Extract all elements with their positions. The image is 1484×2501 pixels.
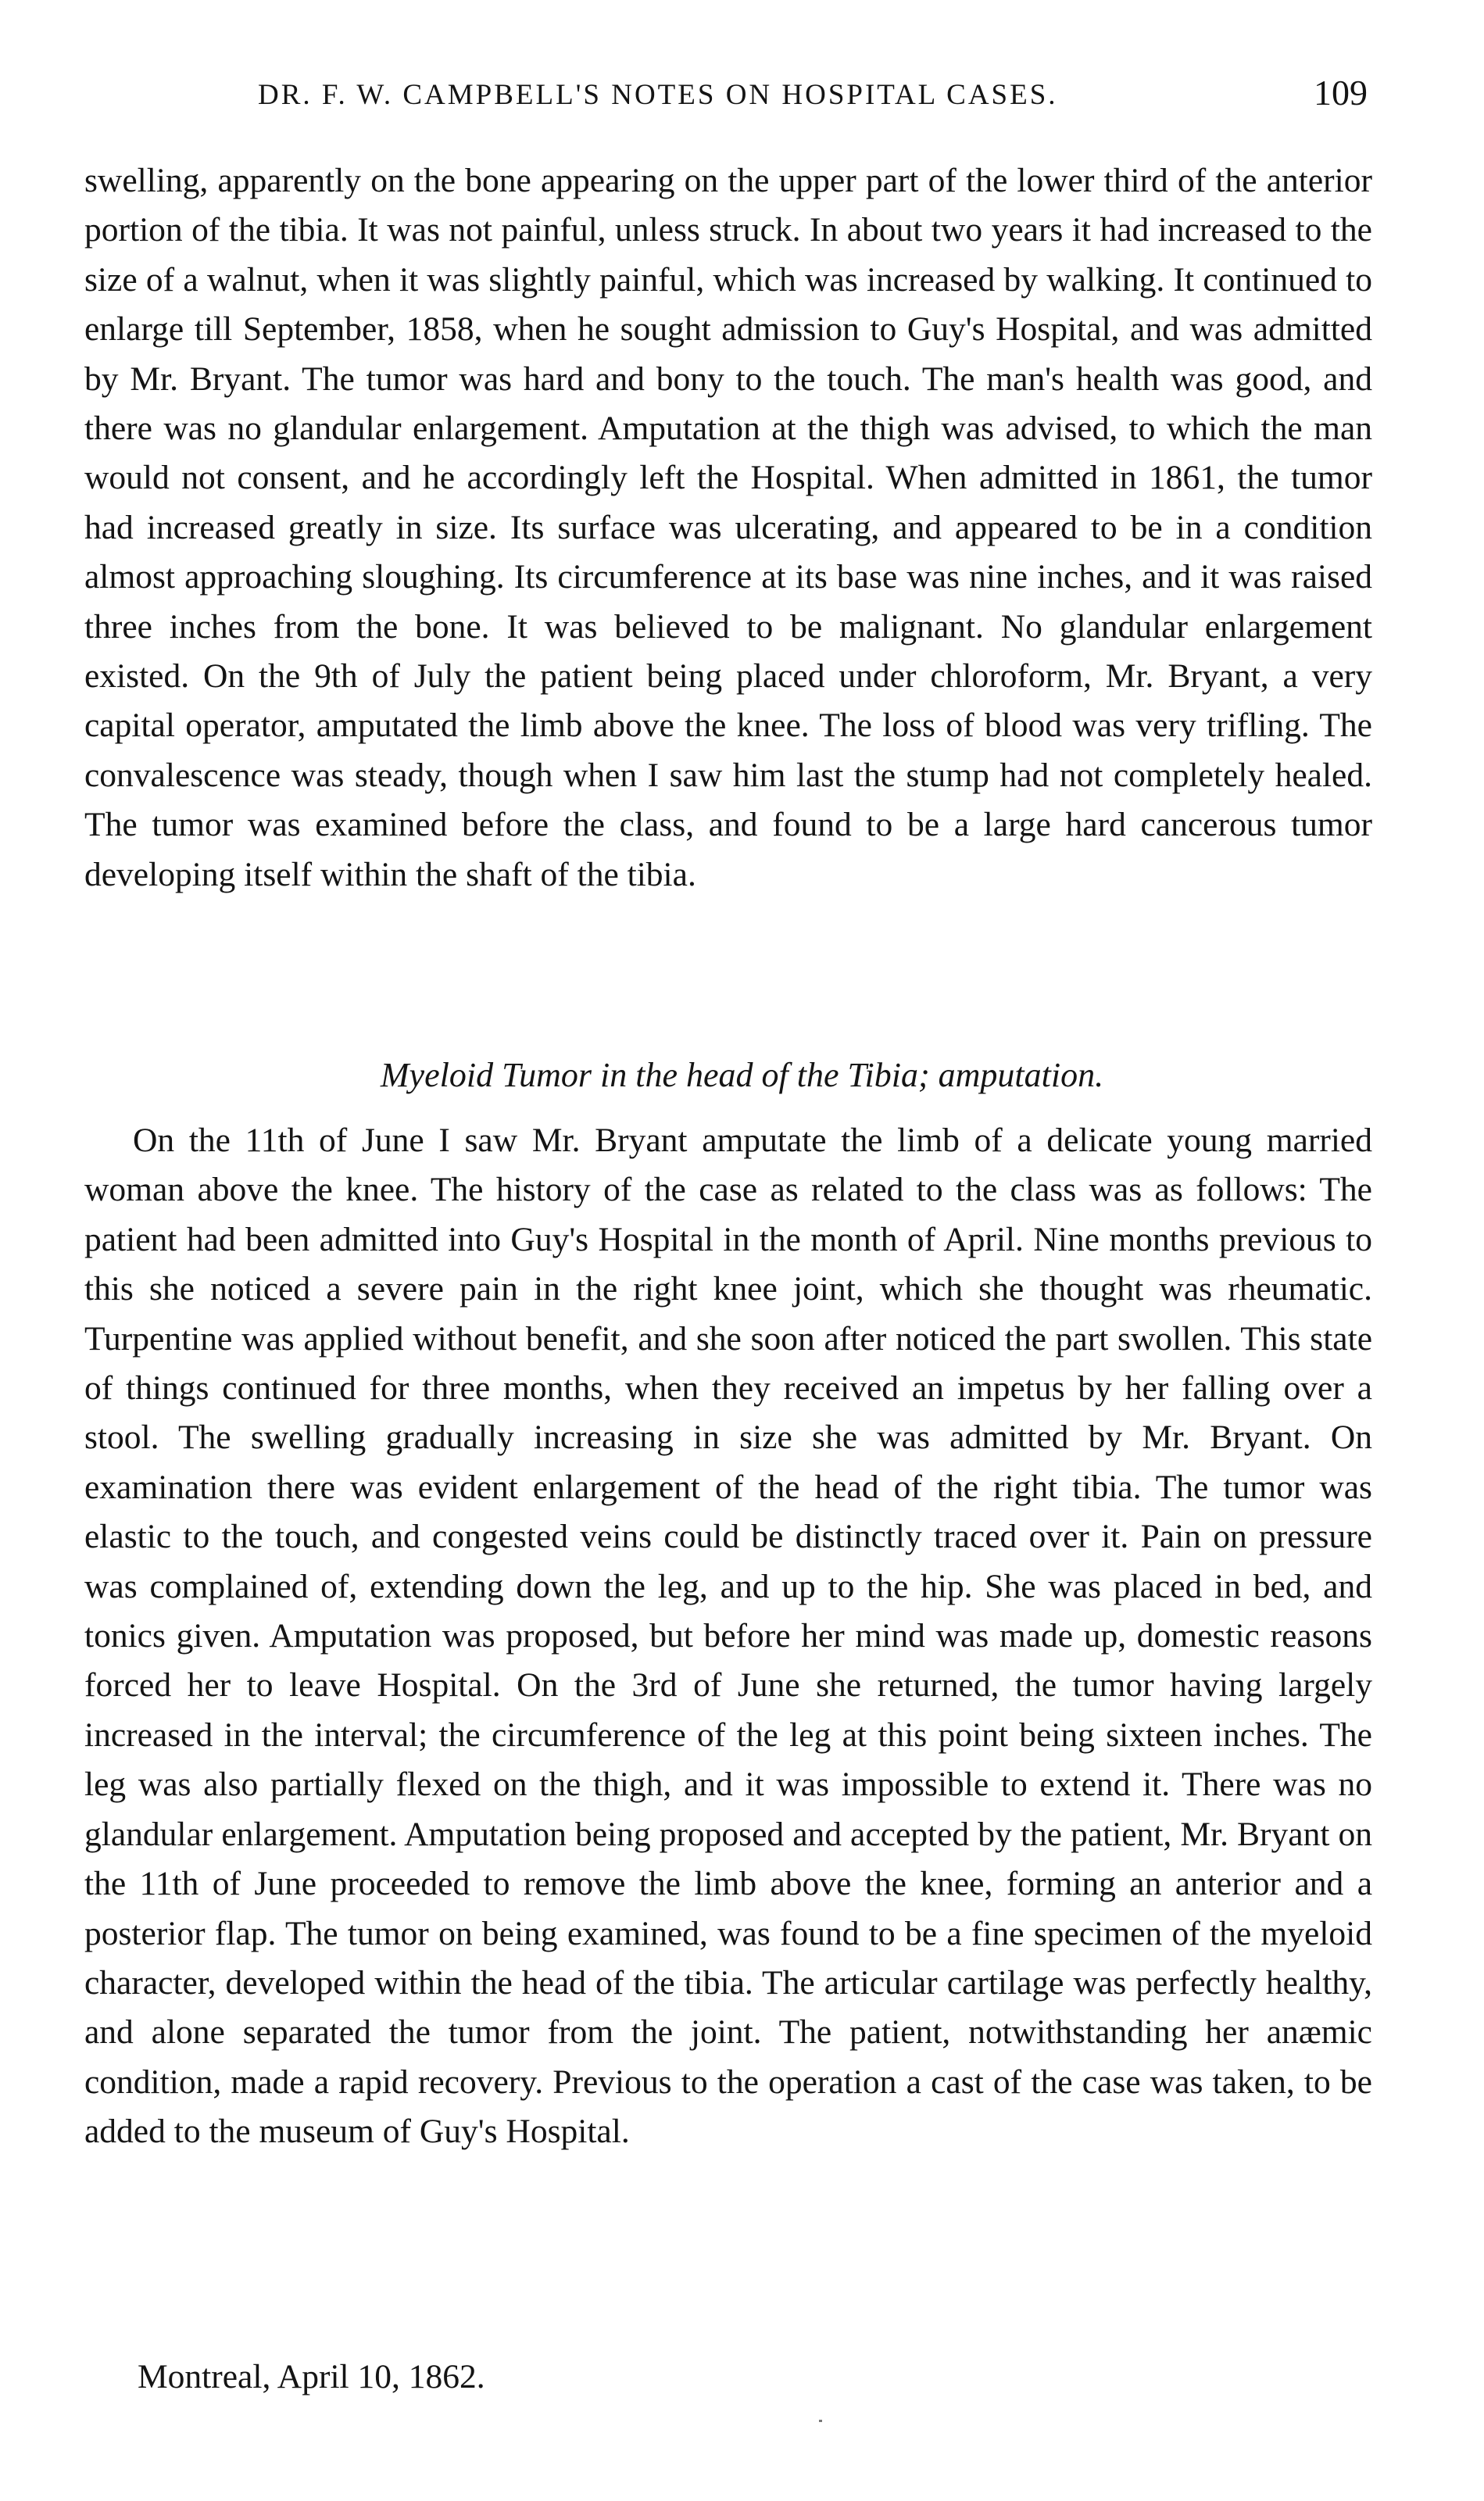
print-speck — [819, 2420, 822, 2422]
running-head — [86, 72, 1368, 119]
myeloid-tumor-case-paragraph: On the 11th of June I saw Mr. Bryant amputate the limb of a delicate young married woman above the knee. The history of the case as related to the class was as follows: The patient had been admitted into Guy's Hospital in the month of April. Nine months previous to this she noticed a severe pain in the right knee joint, which she thought was rheumatic. Turpentine was applied without benefit, and she soon after noticed the part swollen. This state of things continued for three months, when they received an impetus by her falling over a stool. The swelling gradually increasing in size she was admitted by Mr. Bryant. On examination there was evident enlargement of the head of the right tibia. The tumor was elastic to the touch, and congested veins could be distinctly traced over it. Pain on pressure was complained of, extending down the leg, and up to the hip. She was placed in bed, and tonics given. Amputation was proposed, but before her mind was made up, domestic reasons forced her to leave Hospital. On the 3rd of June she returned, the tumor having largely increased in the interval; the circumference of the leg at this point being sixteen inches. The leg was also partially flexed on the thigh, and it was impossible to extend it. There was no glandular enlargement. Amputation being proposed and accepted by the patient, Mr. Bryant on the 11th of June proceeded to remove the limb above the knee, forming an anterior and a posterior flap. The tumor on being examined, was found to be a fine specimen of the myeloid character, developed within the head of the tibia. The articular cartilage was perfectly healthy, and alone separated the tumor from the joint. The patient, notwithstanding her anæmic condition, made a rapid recovery. Previous to the operation a cast of the case was taken, to be added to the museum of Guy's Hospital. — [84, 1122, 1372, 2151]
running-head-title: DR. F. W. CAMPBELL'S NOTES ON HOSPITAL CASES. — [258, 79, 1058, 111]
section-heading: Myeloid Tumor in the head of the Tibia; amputation. — [380, 1056, 1104, 1094]
place-date-signoff: Montreal, April 10, 1862. — [138, 2358, 485, 2395]
case-continuation-paragraph: swelling, apparently on the bone appearing on the upper part of the lower third of the anterior portion of the tibia. It was not painful, unless struck. In about two years it had increased to the size of a walnut, when it was slightly painful, which was increased by walking. It continued to enlarge till September, 1858, when he sought admission to Guy's Hospital, and was admitted by Mr. Bryant. The tumor was hard and bony to the touch. The man's health was good, and there was no glandular enlargement. Amputation at the thigh was advised, to which the man would not consent, and he accordingly left the Hospital. When admitted in 1861, the tumor had increased greatly in size. Its surface was ulcerating, and appeared to be in a condition almost approaching sloughing. Its circumference at its base was nine inches, and it was raised three inches from the bone. It was believed to be malignant. No glandular enlargement existed. On the 9th of July the patient being placed under chloroform, Mr. Bryant, a very capital operator, amputated the limb above the knee. The loss of blood was very trifling. The convalescence was steady, though when I saw him last the stump had not completely healed. The tumor was examined before the class, and found to be a large hard cancerous tumor developing itself within the shaft of the tibia. — [84, 162, 1372, 893]
page-number: 109 — [1314, 73, 1368, 113]
